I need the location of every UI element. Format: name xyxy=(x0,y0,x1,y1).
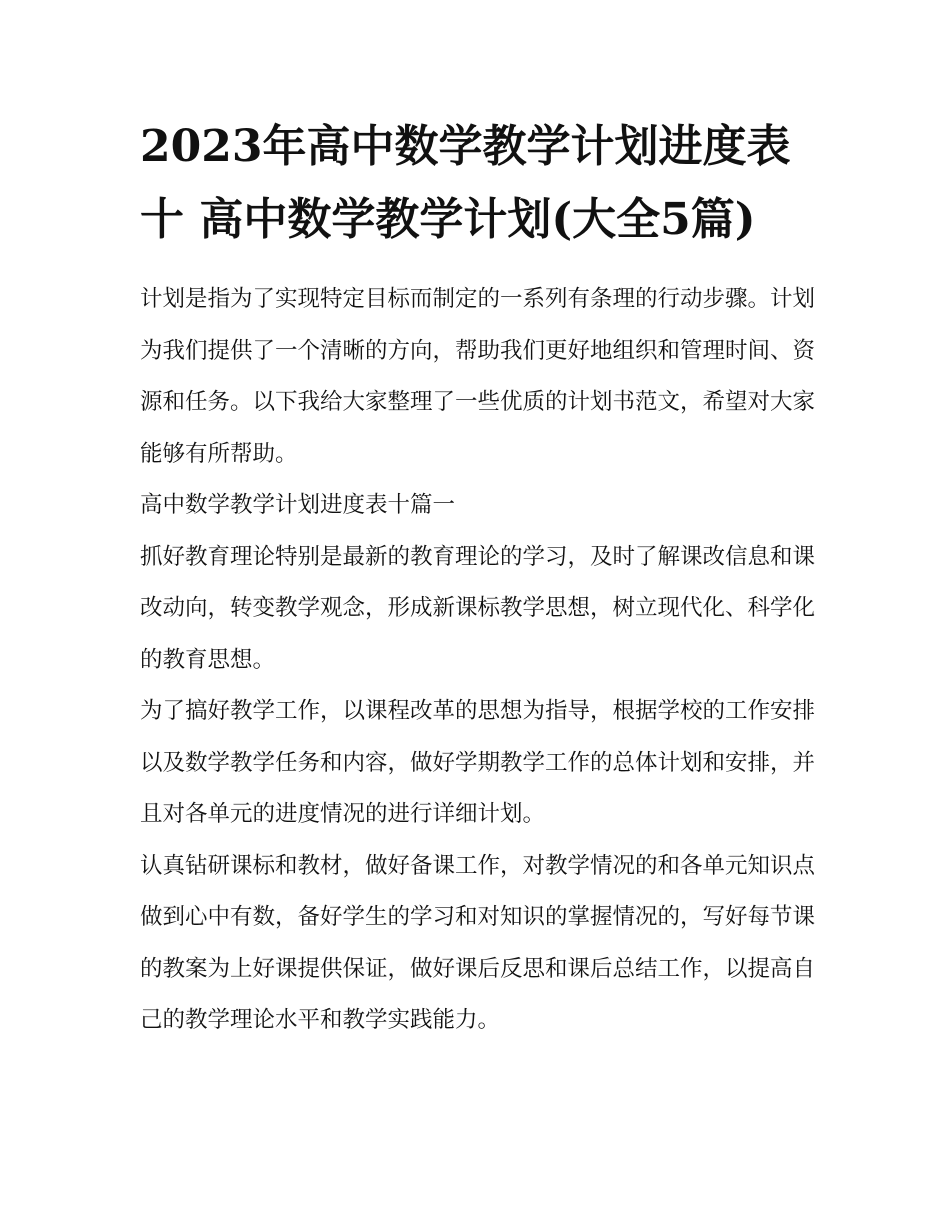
document-title: 2023年高中数学教学计划进度表十 高中数学教学计划(大全5篇) xyxy=(140,121,791,245)
paragraph-intro: 计划是指为了实现特定目标而制定的一系列有条理的行动步骤。计划为我们提供了一个清晰的方向，帮助我们更好地组织和管理时间、资源和任务。以下我给大家整理了一些优质的计划书范文，希望对大家能够有所帮助。 xyxy=(140,286,816,467)
document-body xyxy=(140,110,815,1047)
section-heading: 高中数学教学计划进度表十篇一 xyxy=(140,492,456,518)
paragraph: 为了搞好教学工作，以课程改革的思想为指导，根据学校的工作安排以及数学教学任务和内容，做好学期教学工作的总体计划和安排，并且对各单元的进度情况的进行详细计划。 xyxy=(140,698,816,827)
paragraph: 抓好教育理论特别是最新的教育理论的学习，及时了解课改信息和课改动向，转变教学观念，形成新课标教学思想，树立现代化、科学化的教育思想。 xyxy=(140,543,816,673)
paragraph: 认真钻研课标和教材，做好备课工作，对教学情况的和各单元知识点做到心中有数，备好学生的学习和对知识的掌握情况的，写好每节课的教案为上好课提供保证，做好课后反思和课后总结工作，以提高自己的教学理论水平和教学实践能力。 xyxy=(140,852,816,1033)
